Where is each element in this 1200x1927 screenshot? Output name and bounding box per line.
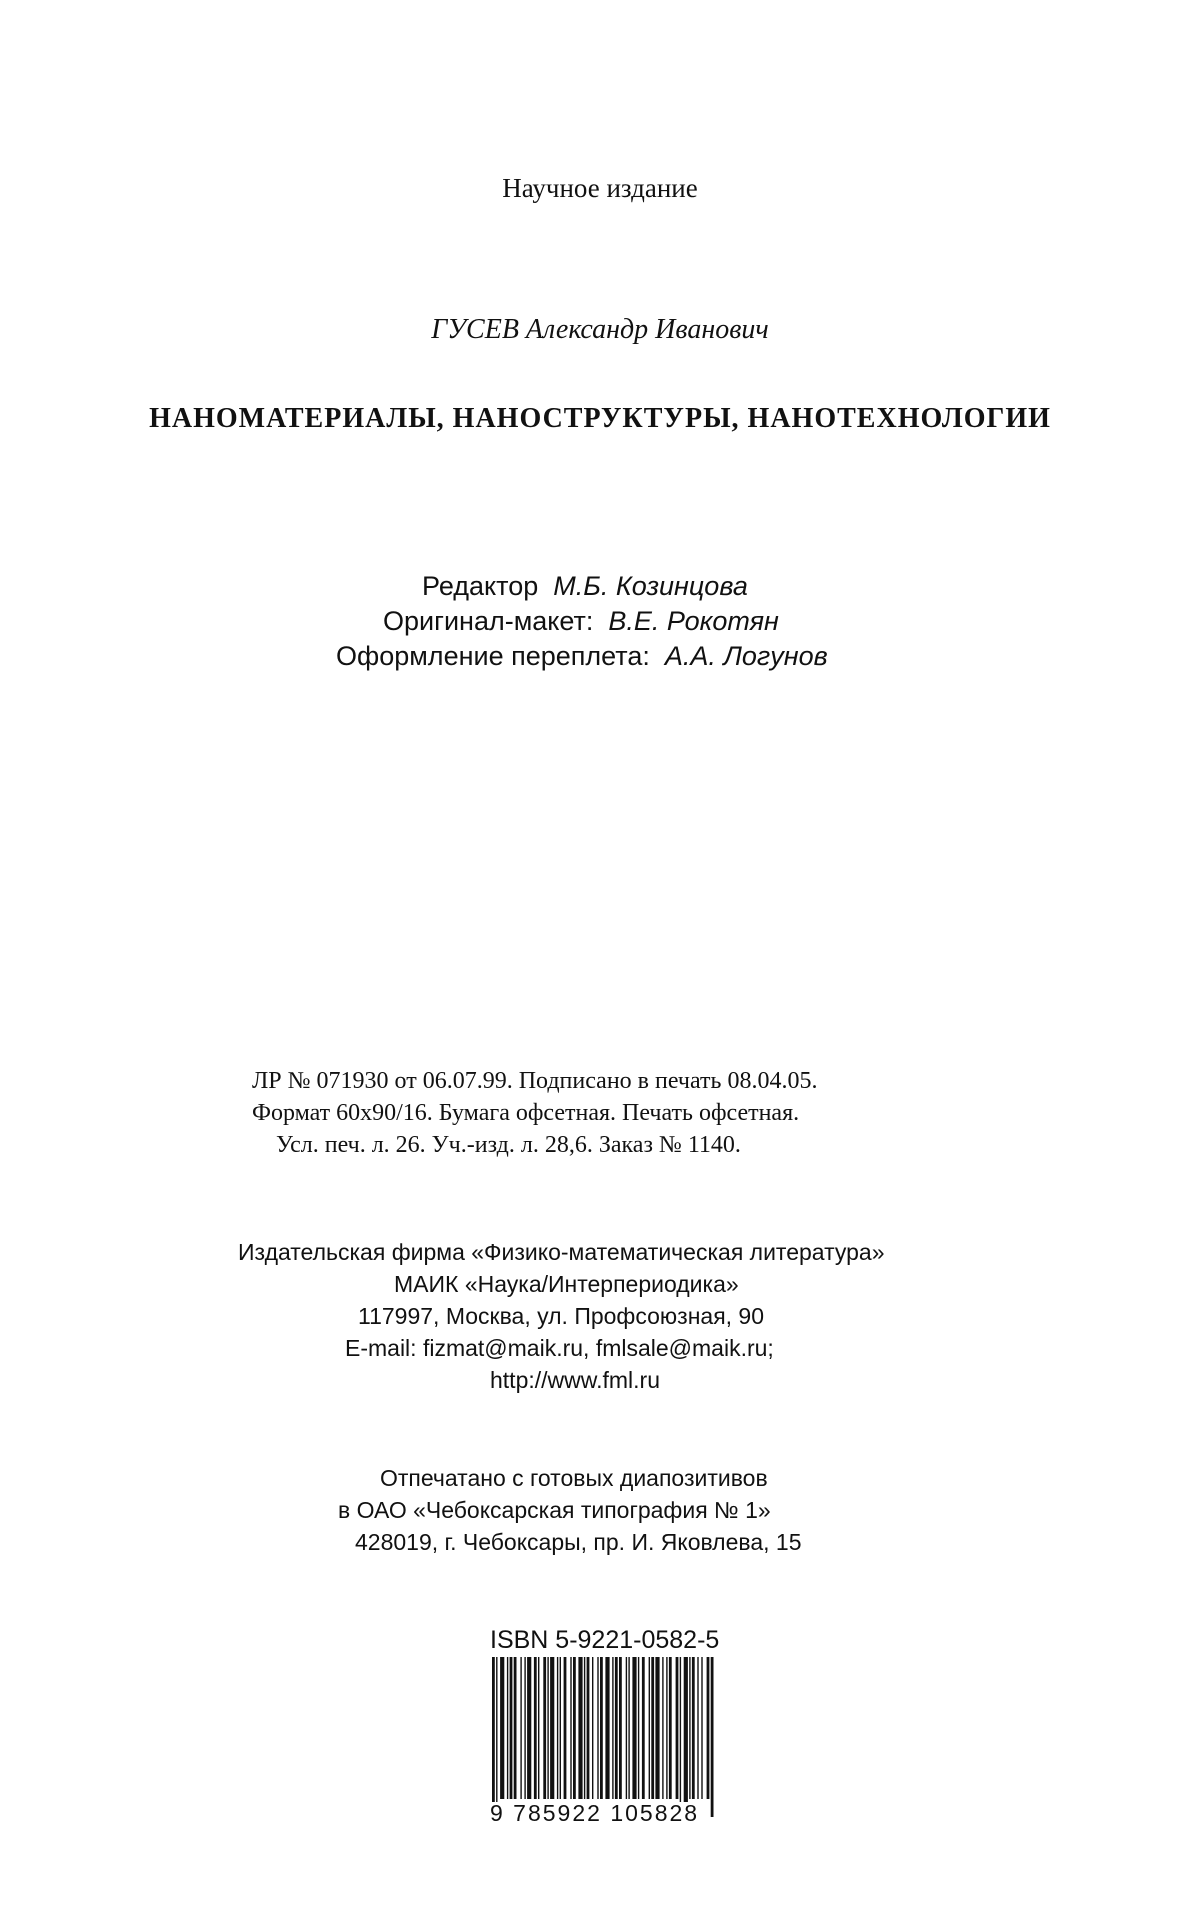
barcode-bar xyxy=(492,1657,495,1817)
barcode-bar xyxy=(666,1657,667,1799)
barcode-bar xyxy=(587,1657,590,1799)
publisher-address: 117997, Москва, ул. Профсоюзная, 90 xyxy=(358,1303,765,1329)
isbn: ISBN 5-9221-0582-5 xyxy=(490,1626,720,1654)
barcode-bar xyxy=(573,1657,576,1799)
barcode-bar xyxy=(600,1657,603,1799)
barcode-bar xyxy=(520,1657,521,1799)
barcode-bar xyxy=(550,1657,554,1799)
barcode-bar xyxy=(680,1657,681,1817)
barcode-bar xyxy=(619,1657,622,1799)
barcode-bar xyxy=(584,1657,585,1799)
credit-layout-name: В.Е. Рокотян xyxy=(608,606,779,636)
barcode-bar xyxy=(692,1657,695,1799)
publisher-website: http://www.fml.ru xyxy=(490,1367,660,1393)
barcode-bar xyxy=(570,1657,571,1799)
tech-info-line: ЛР № 071930 от 06.07.99. Подписано в печать 08.04.05. xyxy=(252,1068,818,1094)
barcode-bar xyxy=(669,1657,672,1799)
tech-info-line: Усл. печ. л. 26. Уч.-изд. л. 28,6. Заказ № 1140. xyxy=(276,1132,741,1158)
barcode-bar xyxy=(534,1657,537,1799)
credit-editor-name: М.Б. Козинцова xyxy=(553,571,748,601)
barcode-bar xyxy=(655,1657,659,1799)
barcode-bar xyxy=(662,1657,663,1799)
barcode-bar xyxy=(547,1657,548,1799)
barcode-digits: 9 785922 105828 xyxy=(490,1800,700,1826)
publisher-email: E-mail: fizmat@maik.ru, fmlsale@maik.ru; xyxy=(345,1335,774,1361)
barcode-bar xyxy=(557,1657,558,1799)
barcode-bar xyxy=(500,1657,504,1799)
author-name: ГУСЕВ Александр Иванович xyxy=(431,314,769,345)
publisher-org: МАИК «Наука/Интерпериодика» xyxy=(394,1271,739,1297)
credit-editor xyxy=(422,573,748,600)
barcode-bar xyxy=(527,1657,531,1799)
credit-cover-role: Оформление переплета: xyxy=(336,641,650,671)
barcode-bar xyxy=(615,1657,618,1799)
edition-type: Научное издание xyxy=(502,173,698,203)
credit-cover-name: А.А. Логунов xyxy=(664,641,828,671)
credit-layout xyxy=(383,608,779,635)
barcode-bar xyxy=(597,1657,598,1799)
barcode-bar xyxy=(707,1657,710,1799)
barcode-bar xyxy=(676,1657,679,1799)
barcode-bar xyxy=(689,1657,690,1799)
barcode-bar xyxy=(524,1657,525,1799)
barcode-bar xyxy=(578,1657,582,1799)
barcode-bar xyxy=(605,1657,609,1799)
barcode-bar xyxy=(649,1657,650,1799)
credit-cover xyxy=(336,643,828,670)
barcode-bar xyxy=(514,1657,517,1799)
barcode-bar xyxy=(684,1657,688,1817)
barcode-bar xyxy=(711,1657,714,1817)
barcode-bar xyxy=(632,1657,636,1799)
barcode-bar xyxy=(628,1657,629,1799)
barcode-bar xyxy=(592,1657,593,1799)
printer-address: 428019, г. Чебоксары, пр. И. Яковлева, 15 xyxy=(355,1529,802,1555)
printer-line: в ОАО «Чебоксарская типография № 1» xyxy=(338,1497,771,1523)
barcode-bar xyxy=(538,1657,539,1799)
barcode-bar xyxy=(612,1657,613,1799)
barcode-bar xyxy=(543,1657,546,1799)
barcode-bar xyxy=(560,1657,561,1799)
book-title: НАНОМАТЕРИАЛЫ, НАНОСТРУКТУРЫ, НАНОТЕХНОЛОГИИ xyxy=(149,403,1051,434)
barcode-bar xyxy=(638,1657,639,1799)
barcode-bar xyxy=(701,1657,702,1799)
barcode-bar xyxy=(564,1657,567,1799)
barcode-bar xyxy=(651,1657,654,1799)
publisher-name: Издательская фирма «Физико-математическая литература» xyxy=(238,1239,885,1265)
credit-editor-role: Редактор xyxy=(422,571,539,601)
barcode-icon xyxy=(490,1657,720,1817)
tech-info-line: Формат 60х90/16. Бумага офсетная. Печать офсетная. xyxy=(252,1100,800,1126)
credit-layout-role: Оригинал-макет: xyxy=(383,606,594,636)
barcode-bar xyxy=(496,1657,497,1817)
barcode-bar xyxy=(697,1657,698,1799)
barcode-bar xyxy=(510,1657,513,1799)
barcode-bar xyxy=(507,1657,508,1799)
printer-line: Отпечатано с готовых диапозитивов xyxy=(380,1465,768,1491)
barcode-bar xyxy=(642,1657,645,1799)
barcode-bar xyxy=(626,1657,627,1799)
